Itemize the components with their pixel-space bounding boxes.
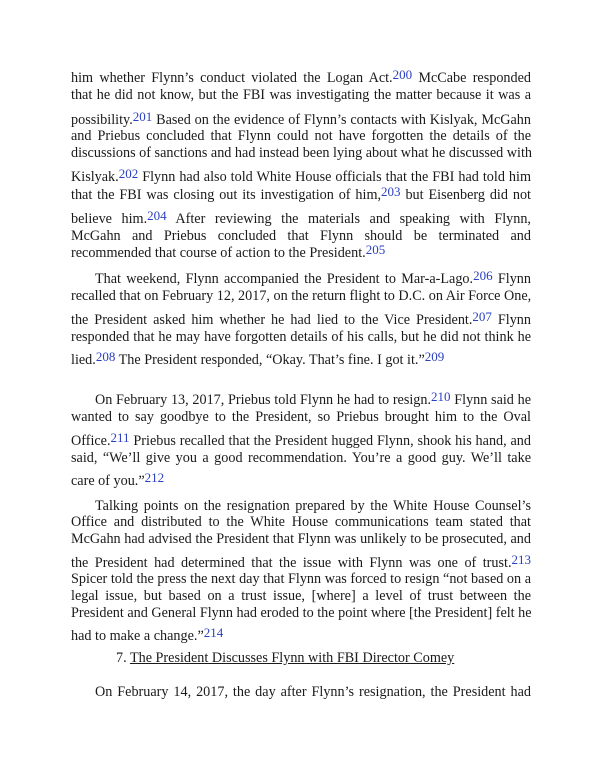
footnote-ref[interactable]: 210 <box>431 389 451 404</box>
text-line: Office and distributed to the White House communications team stated that <box>71 514 531 530</box>
footnote-ref[interactable]: 204 <box>147 208 167 223</box>
text-line: McGahn and Priebus concluded that Flynn should be terminated and <box>71 228 531 244</box>
text-line: care of you.”$^{212}$ <box>71 470 165 489</box>
text-line: discussions of sanctions and had instead been lying about what he discussed with <box>71 145 533 161</box>
text-line: Talking points on the resignation prepared by the White House Counsel’s <box>95 498 531 514</box>
footnote-ref[interactable]: 214 <box>203 625 224 640</box>
text-line: wanted to say goodbye to the President, so Priebus brought him to the Oval <box>71 409 531 425</box>
text-line: had to make a change.”$^{214}$ <box>71 625 224 644</box>
footnote-ref[interactable]: 213 <box>511 552 531 567</box>
footnote-ref[interactable]: 208 <box>95 349 116 364</box>
text-line: that he did not know, but the FBI was investigating the matter because it was a <box>71 87 531 103</box>
footnote-ref[interactable]: 202 <box>118 166 139 181</box>
text-line: possibility.$^{201}$ Based on the evidence of Flynn’s contacts with Kislyak, McGahn <box>71 109 531 128</box>
footnote-ref[interactable]: 201 <box>132 109 153 124</box>
text-line: and Priebus concluded that Flynn could not have forgotten the details of the <box>71 128 531 144</box>
text-line: legal issue, but based on a trust issue, [where] a level of trust between the <box>71 588 531 604</box>
text-line: responded that he may have forgotten details of his calls, but he did not think he <box>71 329 531 345</box>
text-line: recalled that on February 12, 2017, on the return flight to D.C. on Air Force One, <box>71 288 532 304</box>
footnote-ref[interactable]: 206 <box>473 268 493 283</box>
text-line: lied.$^{208}$ The President responded, “Okay. That’s fine. I got it.”$^{209}$ <box>71 349 445 368</box>
text-line: him whether Flynn’s conduct violated the Logan Act.$^{200}$ McCabe responded <box>71 67 532 86</box>
text-line: said, “We’ll give you a good recommendation. You’re a good guy. We’ll take <box>71 450 531 466</box>
footnote-ref[interactable]: 209 <box>424 349 445 364</box>
text-line: recommended that course of action to the President.$^{205}$ <box>71 242 386 261</box>
text-line: believe him.$^{204}$ After reviewing the materials and speaking with Flynn, <box>71 208 531 227</box>
text-line: On February 14, 2017, the day after Flynn’s resignation, the President had <box>95 684 531 700</box>
text-line: McGahn had advised the President that Flynn was unlikely to be prosecuted, and <box>71 531 531 547</box>
footnote-ref[interactable]: 203 <box>381 184 401 199</box>
footnote-ref[interactable]: 205 <box>365 242 386 257</box>
text-line: Kislyak.$^{202}$ Flynn had also told White House officials that the FBI had told him <box>71 166 531 185</box>
text-line: that the FBI was closing out its investigation of him,$^{203}$ but Eisenberg did not <box>71 184 531 203</box>
text-line: On February 13, 2017, Priebus told Flynn he had to resign.$^{210}$ Flynn said he <box>95 389 531 408</box>
text-line: the President asked him whether he had lied to the Vice President.$^{207}$ Flynn <box>71 309 531 328</box>
footnote-ref[interactable]: 207 <box>472 309 492 324</box>
section-number: 7. <box>116 650 127 666</box>
footnote-ref[interactable]: 211 <box>110 430 130 445</box>
text-line: Office.$^{211}$ Priebus recalled that the President hugged Flynn, shook his hand, and <box>71 430 531 449</box>
text-line: That weekend, Flynn accompanied the President to Mar-a-Lago.$^{206}$ Flynn <box>95 268 531 287</box>
section-title: The President Discusses Flynn with FBI Director Comey <box>129 650 455 666</box>
footnote-ref[interactable]: 200 <box>392 67 413 82</box>
footnote-ref[interactable]: 212 <box>144 470 165 485</box>
section-heading <box>116 649 454 667</box>
text-line: the President had determined that the issue with Flynn was one of trust.$^{213}$ <box>71 552 531 571</box>
text-line: President and General Flynn had eroded to the point where [the President] felt he <box>71 605 532 621</box>
text-line: Spicer told the press the next day that Flynn was forced to resign “not based on a <box>71 571 531 587</box>
